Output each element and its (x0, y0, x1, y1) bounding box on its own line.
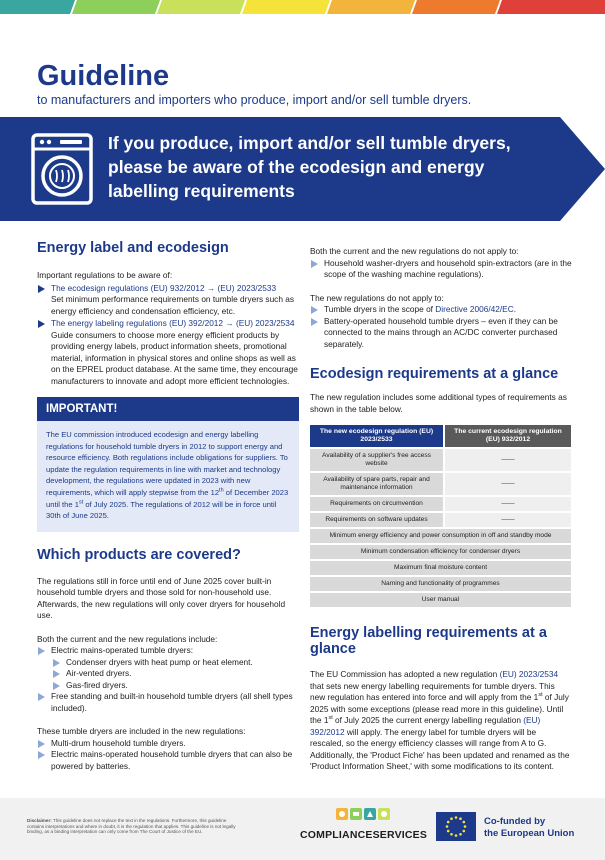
products-both-list (37, 645, 299, 657)
eu-line-2: the European Union (484, 828, 575, 839)
important-box (37, 421, 299, 532)
list-item-text: Free standing and built-in household tumble dryers (all shell types included). (51, 691, 293, 713)
exclusions-new-list (310, 304, 572, 350)
list-item (37, 749, 299, 772)
table-row (310, 529, 571, 543)
table-cell-dash: —— (445, 513, 571, 527)
list-item (310, 304, 572, 316)
column-header-current-regulation: The current ecodesign regulation (EU) 932/2012 (445, 425, 571, 447)
color-stripe (0, 0, 605, 14)
products-intro: The regulations still in force until end of June 2025 cover built-in household tumble dryers and those sold for non-household use. Afterwards, the new regulations will only cover dryers for household use. (37, 575, 286, 621)
eu-cofunded-text (484, 816, 574, 840)
list-item (37, 657, 299, 669)
table-row (310, 545, 571, 559)
text-span: will apply. The energy label for tumble dryers will be rescaled, so the energy efficiency classes will range from A to G. Additionally, the 'Product Fiche' has been updated and renamed as the 'Product Information Sheet,' with some modifications to its content. (310, 726, 570, 771)
disclaimer-text: This guideline does not replace the text in the regulations. Furthermore, this guideline contains interpretations and where in doubt, it is the regulation that applies. This guideline is not legally binding, as a binding interpretation can only come from The Court of Justice of the EU. (27, 818, 236, 835)
list-item (37, 680, 299, 692)
section-heading-products: Which products are covered? (37, 546, 241, 563)
table-cell-dash: —— (445, 497, 571, 511)
ecodesign-requirements-table (308, 423, 573, 609)
table-row (310, 561, 571, 575)
compliance-services-logo: COMPLIANCESERVICES (300, 829, 428, 841)
directive-link[interactable]: Directive 2006/42/EC (435, 304, 514, 314)
text-span: of July 2025 the current energy labelling regulation (332, 715, 524, 725)
bullet-arrow-icon (38, 320, 45, 328)
list-item (37, 318, 299, 387)
table-cell: Naming and functionality of programmes (310, 577, 571, 591)
list-item-text: Electric mains-operated tumble dryers: (51, 645, 194, 656)
table-cell: Minimum energy efficiency and power consumption in off and standby mode (310, 529, 571, 543)
list-item-text: . (513, 304, 517, 314)
list-item-text: Condenser dryers with heat pump or heat element. (66, 656, 253, 667)
important-text-b: of December 2023 until the 1 (46, 487, 289, 509)
disclaimer-label: Disclaimer: (27, 818, 52, 823)
list-item-text: Air-vented dryers. (66, 668, 132, 679)
energy-label-intro: Important regulations to be aware of: (37, 270, 173, 280)
list-item (37, 283, 299, 318)
text-span: of July 2025 with some exceptions (please read more in this guideline). Until the 1 (310, 692, 569, 725)
list-item (37, 738, 299, 750)
table-row (310, 577, 571, 591)
bullet-arrow-icon (53, 659, 60, 667)
table-cell: Maximum final moisture content (310, 561, 571, 575)
exclusions-both-list (310, 258, 572, 281)
important-heading: IMPORTANT! (37, 397, 299, 421)
table-cell: User manual (310, 593, 571, 607)
banner-text: If you produce, import and/or sell tumble dryers, please be aware of the ecodesign and energy labelling requirements (108, 133, 511, 201)
text-span: that sets new energy labelling requirements for tumble dryers. This new regulation has entered into force and will apply from the 1 (310, 680, 555, 702)
list-item-text: Multi-drum household tumble dryers. (51, 737, 186, 748)
table-row (310, 593, 571, 607)
table-cell: Availability of spare parts, repair and maintenance information (310, 473, 443, 495)
list-item-text: Gas-fired dryers. (66, 679, 128, 690)
section-heading-ecodesign: Ecodesign requirements at a glance (310, 366, 559, 382)
exclusions-both-intro: Both the current and the new regulations do not apply to: (310, 246, 519, 256)
important-sup-b: st (78, 499, 84, 506)
text-span: The EU Commission has adopted a new regulation (310, 669, 500, 679)
important-sup-a: th (219, 487, 224, 494)
list-item-text: Battery-operated household tumble dryers – even if they can be connected to the mains through an AC/DC converter purchased separately. (324, 315, 558, 349)
table-row (310, 513, 571, 527)
list-item (310, 258, 572, 281)
list-item-text: Electric mains-operated household tumble dryers that can also be powered by batteries. (51, 749, 293, 771)
table-cell: Requirements on software updates (310, 513, 443, 527)
ecodesign-regulation-text: Set minimum performance requirements on tumble dryers such as energy efficiency and condensation efficiency, etc. (51, 294, 295, 316)
exclusions-new-intro: The new regulations do not apply to: (310, 292, 444, 303)
eu-flag-icon (436, 812, 476, 841)
column-header-new-regulation: The new ecodesign regulation (EU) 2023/2533 (310, 425, 443, 447)
products-both-list-2 (37, 691, 299, 714)
superscript: st (538, 692, 543, 699)
bullet-arrow-icon (38, 740, 45, 748)
products-sub-list (37, 657, 299, 692)
bullet-arrow-icon (38, 285, 45, 293)
bullet-arrow-icon (311, 318, 318, 326)
important-text-a: The EU commission introduced ecodesign and energy labelling regulations for household tumble dryers in 2012 to support energy and resource efficiency. Both regulations include obligations for suppliers. To update the regulation requirements in line with market and technology development, the regulations were updated in 2023 with new requirements, which will apply stepwise from the 12 (46, 430, 288, 497)
products-new-intro: These tumble dryers are included in the new regulations: (37, 726, 246, 737)
table-cell-dash: —— (445, 473, 571, 495)
products-new-list (37, 738, 299, 773)
bullet-arrow-icon (53, 682, 60, 690)
tumble-dryer-icon (30, 132, 94, 206)
regulation-link-2023-2534[interactable]: (EU) 2023/2534 (499, 669, 559, 679)
left-column (37, 240, 299, 772)
bullet-arrow-icon (38, 647, 45, 655)
bullet-arrow-icon (311, 306, 318, 314)
page-title: Guideline (37, 60, 170, 92)
bullet-arrow-icon (53, 670, 60, 678)
table-cell: Minimum condensation efficiency for condenser dryers (310, 545, 571, 559)
right-column (310, 240, 572, 773)
important-text-c: of July 2025. The regulations of 2012 will be in force until 30th of June 2025. (46, 499, 277, 521)
disclaimer (27, 818, 237, 835)
ecodesign-regulation-link[interactable]: The ecodesign regulations (EU) 932/2012 → (EU) 2023/2533 (51, 282, 277, 293)
list-item-text: Tumble dryers in the scope of (324, 304, 436, 314)
superscript: st (328, 715, 333, 722)
table-header-row (310, 425, 571, 447)
table-cell: Requirements on circumvention (310, 497, 443, 511)
energy-labeling-regulation-text: Guide consumers to choose more energy efficient products by providing energy labels, product information sheets, promotional material, information in physical stores and online shops as well as on the EPREL product database. At the same time, they encourage manufacturers to innovate and adopt more efficient technologies. (51, 329, 298, 386)
regulation-link-392-2012[interactable]: (EU) 392/2012 (310, 715, 541, 737)
table-row (310, 497, 571, 511)
section-heading-energy-labelling: Energy labelling requirements at a glance (310, 625, 547, 657)
bullet-arrow-icon (38, 751, 45, 759)
bullet-arrow-icon (38, 693, 45, 701)
list-item-text: Household washer-dryers and household spin-extractors (are in the scope of the washing machine regulations). (324, 257, 572, 279)
table-cell: Availability of a supplier's free access website (310, 449, 443, 471)
list-item (37, 645, 299, 657)
page-subtitle: to manufacturers and importers who produce, import and/or sell tumble dryers. (37, 93, 472, 107)
list-item (37, 691, 299, 714)
table-row (310, 449, 571, 471)
list-item (310, 316, 572, 351)
eu-line-1: Co-funded by (484, 816, 546, 827)
table-cell-dash: —— (445, 449, 571, 471)
list-item (37, 668, 299, 680)
energy-labeling-regulation-link[interactable]: The energy labeling regulations (EU) 392/2012 → (EU) 2023/2534 (51, 318, 295, 328)
section-heading-energy-label: Energy label and ecodesign (37, 240, 229, 256)
bullet-arrow-icon (311, 260, 318, 268)
table-row (310, 473, 571, 495)
energy-labelling-text (310, 669, 572, 773)
ecodesign-intro: The new regulation includes some additional types of requirements as shown in the table below. (310, 392, 567, 414)
products-both-intro: Both the current and the new regulations include: (37, 633, 218, 644)
